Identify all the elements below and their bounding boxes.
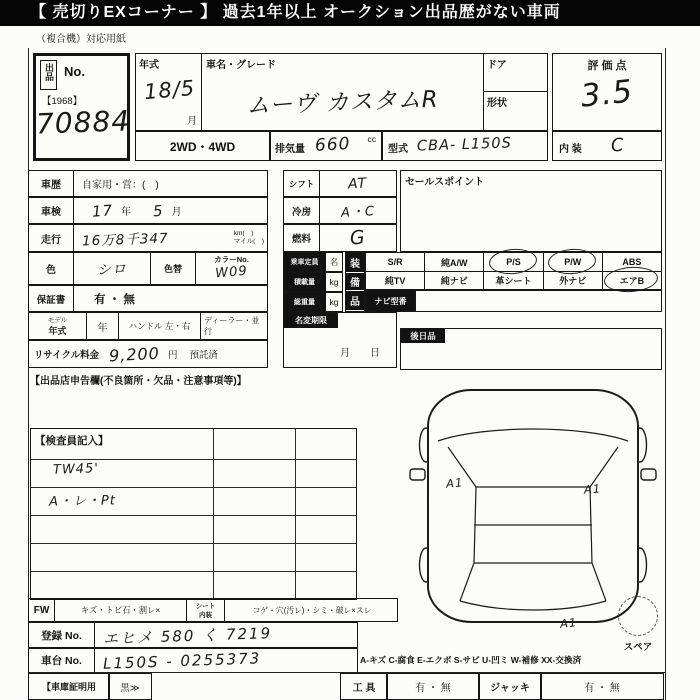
equipment-label-1: 装 <box>346 253 364 272</box>
sheet-right-border <box>665 48 666 700</box>
equipment-label-2: 備 <box>346 272 364 291</box>
lot-number-box <box>33 53 130 161</box>
recycle-unit: 円 <box>167 350 178 361</box>
inspector-label: 【検査員記入】 <box>35 435 109 447</box>
navi-model-label: ナビ型番 <box>366 291 416 311</box>
inspection-year: 17 <box>91 200 114 221</box>
gross-weight-row <box>283 292 343 312</box>
model-year-label-small: モデル <box>47 317 68 324</box>
mileage-label: 走行 <box>41 234 61 246</box>
damage-legend: A-キズ C-腐食 E-エクボ S-サビ U-凹ミ W-補修 XX-交換済 <box>360 655 582 665</box>
banner-title: 【 売切りEXコーナー 】 過去1年以上 オークション出品歴がない車両 <box>0 0 700 26</box>
car-name-value: ムーヴ カスタムR <box>246 86 440 120</box>
inspection-month: 5 <box>152 201 165 220</box>
equip-pw: P/W <box>543 253 602 271</box>
year-label: 年式 <box>139 60 159 71</box>
sales-point-box <box>400 170 662 252</box>
fuel-value: G <box>349 226 367 250</box>
year-box <box>135 53 202 131</box>
model-code-label: 型式 <box>388 144 408 155</box>
displacement-label: 排気量 <box>275 144 305 155</box>
garage-cert-value: 黒≫ <box>108 673 152 700</box>
color-label: 色 <box>46 265 56 276</box>
shape-label: 形状 <box>487 98 507 109</box>
inspection-year-unit: 年 <box>121 207 132 218</box>
mileage-value: 16万8千347 <box>81 230 169 250</box>
lot-label: 出品 <box>44 63 54 81</box>
recycle-label: リサイクル料金 <box>34 350 100 361</box>
lot-bracket-code: 【1968】 <box>42 96 83 107</box>
shape-box <box>483 91 548 131</box>
later-items-box <box>400 328 662 370</box>
handle-label: ハンドル 左・右 <box>128 321 191 331</box>
score-box <box>552 53 662 131</box>
displacement-unit: cc <box>367 134 376 144</box>
spare-tire-label: スペア <box>623 642 653 653</box>
name-change-box <box>283 312 397 368</box>
mileage-unit-mile: マイル( ) <box>233 238 264 245</box>
dealer-label: ディーラー・並行 <box>204 316 260 336</box>
recycle-deposit: 預託済 <box>189 350 219 361</box>
navi-model-row <box>365 290 662 312</box>
equip-navi: 純ナビ <box>424 272 483 289</box>
shift-value: AT <box>348 175 368 192</box>
inspector-note-1: TW45' <box>52 461 100 478</box>
equip-aw: 純A/W <box>424 253 483 271</box>
score-label: 評 価 点 <box>587 60 627 72</box>
chassis-value: L150S - 0255373 <box>102 648 262 673</box>
registration-value: エヒメ 580 く 7219 <box>102 623 273 648</box>
equip-sr: S/R <box>387 257 403 267</box>
model-year-row <box>28 312 268 340</box>
later-items-label: 後日品 <box>401 329 445 343</box>
lot-label-cell <box>40 60 57 90</box>
model-code-value: CBA- L150S <box>416 135 513 155</box>
interior-box <box>552 131 662 161</box>
equip-airbag: エアB <box>602 272 661 289</box>
passengers-row <box>283 252 343 272</box>
history-row <box>28 170 268 197</box>
damage-mark-right: A1 <box>583 481 602 497</box>
color-change-label: 色替 <box>163 264 182 274</box>
warranty-row <box>28 285 268 312</box>
spare-tire-circle <box>618 596 658 636</box>
load-label: 積載量 <box>284 273 326 291</box>
jack-value: 有 ・ 無 <box>540 673 664 700</box>
gross-weight-unit: kg <box>329 297 339 307</box>
color-no-value: W09 <box>214 263 249 282</box>
inspection-month-unit: 月 <box>171 207 182 218</box>
model-code-box <box>382 131 548 161</box>
fuel-row <box>283 224 397 252</box>
equipment-label-column <box>345 252 365 312</box>
shift-row <box>283 170 397 197</box>
warranty-value: 有 ・ 無 <box>94 293 135 306</box>
year-month-suffix: 月 <box>187 116 197 127</box>
history-value: 自家用・営：( ) <box>82 180 159 191</box>
paper-type-note: （複合機）対応用紙 <box>36 34 126 45</box>
equip-ps: P/S <box>483 253 542 271</box>
inspector-divider-1 <box>213 429 214 599</box>
lot-number-value: 70884 <box>35 104 131 141</box>
damage-mark-bottom: A1 <box>559 615 578 631</box>
equipment-label-3: 品 <box>346 291 364 310</box>
color-no-label: カラーNo. <box>214 255 249 264</box>
load-unit: kg <box>329 277 339 287</box>
gross-weight-label: 総重量 <box>284 293 326 311</box>
score-value: 3.5 <box>579 73 635 115</box>
warranty-label: 保証書 <box>36 294 66 306</box>
recycle-row <box>28 340 268 368</box>
inspector-line-1 <box>31 459 356 460</box>
sales-point-label: セールスポイント <box>405 177 485 188</box>
car-top-view-diagram <box>402 383 664 631</box>
seat-label-line1: シート <box>195 603 216 610</box>
inspector-line-4 <box>31 543 356 544</box>
equip-leather: 革シート <box>483 272 542 289</box>
inspection-label: 車検 <box>41 207 61 218</box>
color-row <box>28 252 268 285</box>
mileage-row <box>28 224 268 252</box>
ac-row <box>283 197 397 224</box>
inspection-row <box>28 197 268 224</box>
load-row <box>283 272 343 292</box>
door-label: ドア <box>487 60 507 71</box>
inspector-line-5 <box>31 571 356 572</box>
tools-value: 有 ・ 無 <box>386 673 480 700</box>
inspector-note-2: A・レ・Pt <box>48 493 117 510</box>
seat-label-line2: 内装 <box>199 612 212 619</box>
inspector-line-2 <box>31 487 356 488</box>
color-value: シロ <box>96 260 128 279</box>
equip-tv: 純TV <box>384 276 406 286</box>
registration-label: 登録 No. <box>41 629 82 642</box>
chassis-label: 車台 No. <box>41 655 82 667</box>
mileage-units <box>234 230 264 246</box>
name-change-label: 名変期限 <box>284 313 338 328</box>
interior-value: C <box>610 134 626 157</box>
inspector-divider-2 <box>295 429 296 599</box>
displacement-value: 660 <box>314 134 351 156</box>
condition-row <box>28 598 398 622</box>
mileage-unit-km: km( ) <box>233 230 254 238</box>
door-box <box>483 53 548 92</box>
ac-label: 冷房 <box>291 206 311 218</box>
equip-ext-navi: 外ナビ <box>543 272 602 289</box>
ac-value: A・C <box>340 204 376 221</box>
lot-no-label: No. <box>64 64 85 79</box>
name-change-units: 月 日 <box>340 348 380 359</box>
interior-label: 内 装 <box>559 144 582 155</box>
drive-box: 2WD・4WD <box>135 131 270 161</box>
tools-label: 工 具 <box>340 673 388 700</box>
history-label: 車歴 <box>41 180 61 191</box>
garage-cert-label: 【車庫証明用 <box>28 673 110 700</box>
fuel-label: 燃料 <box>291 234 311 245</box>
model-year-label: 年式 <box>48 326 67 336</box>
fw-value: キズ・トビ石・割レ× <box>80 605 161 615</box>
displacement-box <box>270 131 382 161</box>
registration-row <box>28 622 358 648</box>
damage-mark-left: A1 <box>445 475 464 491</box>
navi-model-value-area <box>416 291 661 311</box>
inspector-box <box>30 428 357 600</box>
inspector-line-3 <box>31 515 356 516</box>
equip-abs: ABS <box>602 253 661 271</box>
jack-label: ジャッキ <box>478 673 542 700</box>
seat-value: コゲ・穴(汚レ)・シミ・破レ×スレ <box>252 605 372 615</box>
car-name-label: 車名・グレード <box>206 60 276 71</box>
declaration-label: 【出品店申告欄(不良箇所・欠品・注意事項等)】 <box>30 376 247 387</box>
passengers-unit: 名 <box>329 257 339 267</box>
recycle-value: 9,200 <box>108 343 161 365</box>
car-name-box <box>201 53 484 131</box>
chassis-row <box>28 648 358 673</box>
year-value: 18/5 <box>143 75 197 105</box>
fw-label: FW <box>33 604 50 616</box>
shift-label: シフト <box>288 178 315 189</box>
model-year-unit: 年 <box>97 322 108 334</box>
passengers-label: 乗車定員 <box>284 253 326 271</box>
